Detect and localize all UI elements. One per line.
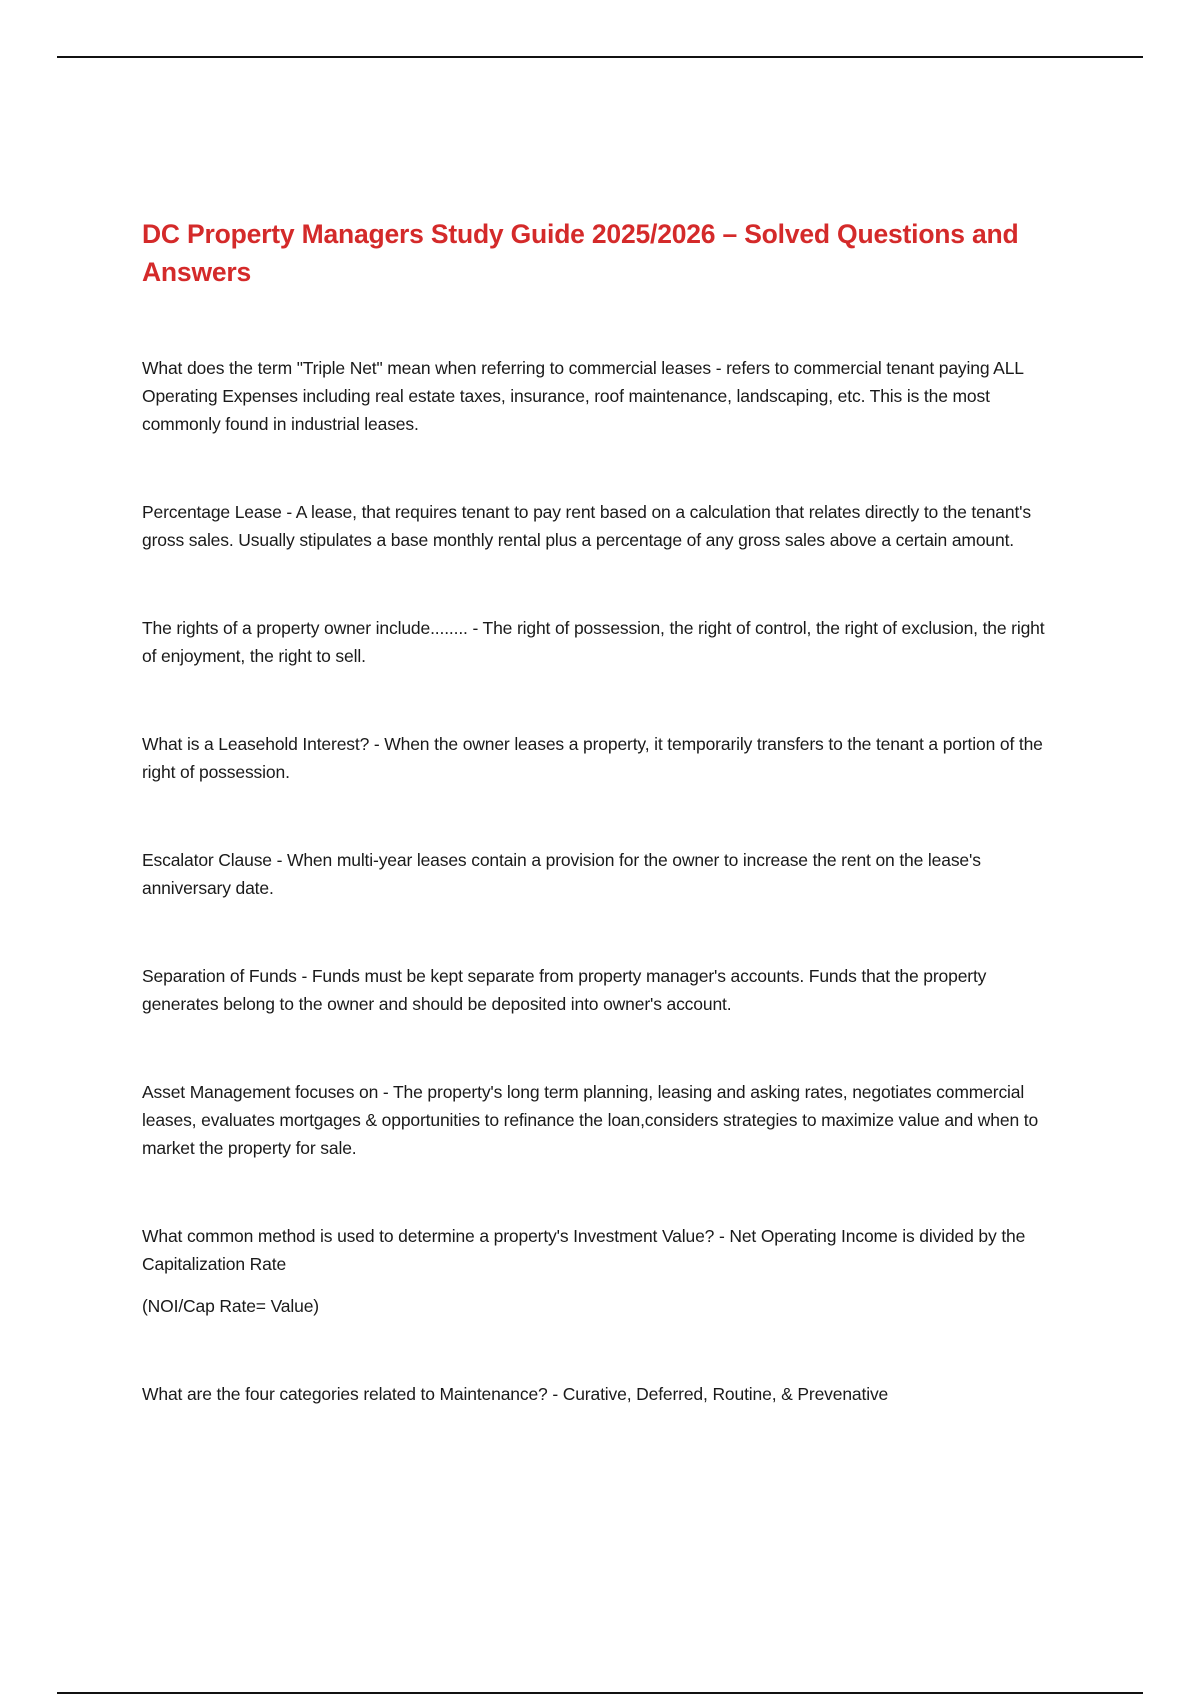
qa-text: Escalator Clause - When multi-year leases contain a provision for the owner to increase the rent on the lease's anniversary date. xyxy=(142,850,981,898)
qa-text: What are the four categories related to Maintenance? - Curative, Deferred, Routine, & Prevenative xyxy=(142,1384,889,1404)
top-divider xyxy=(57,56,1143,58)
document-title: DC Property Managers Study Guide 2025/2026 – Solved Questions and Answers xyxy=(142,219,1019,287)
qa-text: What is a Leasehold Interest? - When the owner leases a property, it temporarily transfers to the tenant a portion of the right of possession. xyxy=(142,734,1043,782)
qa-text: Asset Management focuses on - The property's long term planning, leasing and asking rates, negotiates commercial leases, evaluates mortgages & opportunities to refinance the loan,considers strategies to maximize value and when to market the property for sale. xyxy=(142,1082,1039,1158)
qa-item-triple-net xyxy=(142,354,1062,438)
qa-item-escalator-clause xyxy=(142,846,1062,902)
qa-text: Separation of Funds - Funds must be kept separate from property manager's accounts. Funds that the property generates belong to the owner and should be deposited into owner's account. xyxy=(142,966,987,1014)
qa-item-maintenance-categories xyxy=(142,1380,1062,1408)
qa-item-investment-value xyxy=(142,1222,1062,1320)
document-body xyxy=(142,215,1062,1468)
qa-text: The rights of a property owner include........ - The right of possession, the right of control, the right of exclusion, the right of enjoyment, the right to sell. xyxy=(142,618,1045,666)
qa-text: What does the term "Triple Net" mean when referring to commercial leases - refers to commercial tenant paying ALL Operating Expenses including real estate taxes, insurance, roof maintenance, landscaping, etc. This is the most commonly found in industrial leases. xyxy=(142,358,1024,434)
qa-formula: (NOI/Cap Rate= Value) xyxy=(142,1296,319,1316)
qa-item-separation-of-funds xyxy=(142,962,1062,1018)
qa-item-asset-management xyxy=(142,1078,1062,1162)
qa-text: Percentage Lease - A lease, that requires tenant to pay rent based on a calculation that relates directly to the tenant's gross sales. Usually stipulates a base monthly rental plus a percentage of any gross sales above a certain amount. xyxy=(142,502,1031,550)
qa-item-owner-rights xyxy=(142,614,1062,670)
bottom-divider xyxy=(57,1692,1143,1694)
qa-text: What common method is used to determine a property's Investment Value? - Net Operating Income is divided by the Capitalization Rate xyxy=(142,1226,1026,1274)
qa-item-percentage-lease xyxy=(142,498,1062,554)
qa-list xyxy=(142,354,1062,1408)
qa-item-leasehold-interest xyxy=(142,730,1062,786)
